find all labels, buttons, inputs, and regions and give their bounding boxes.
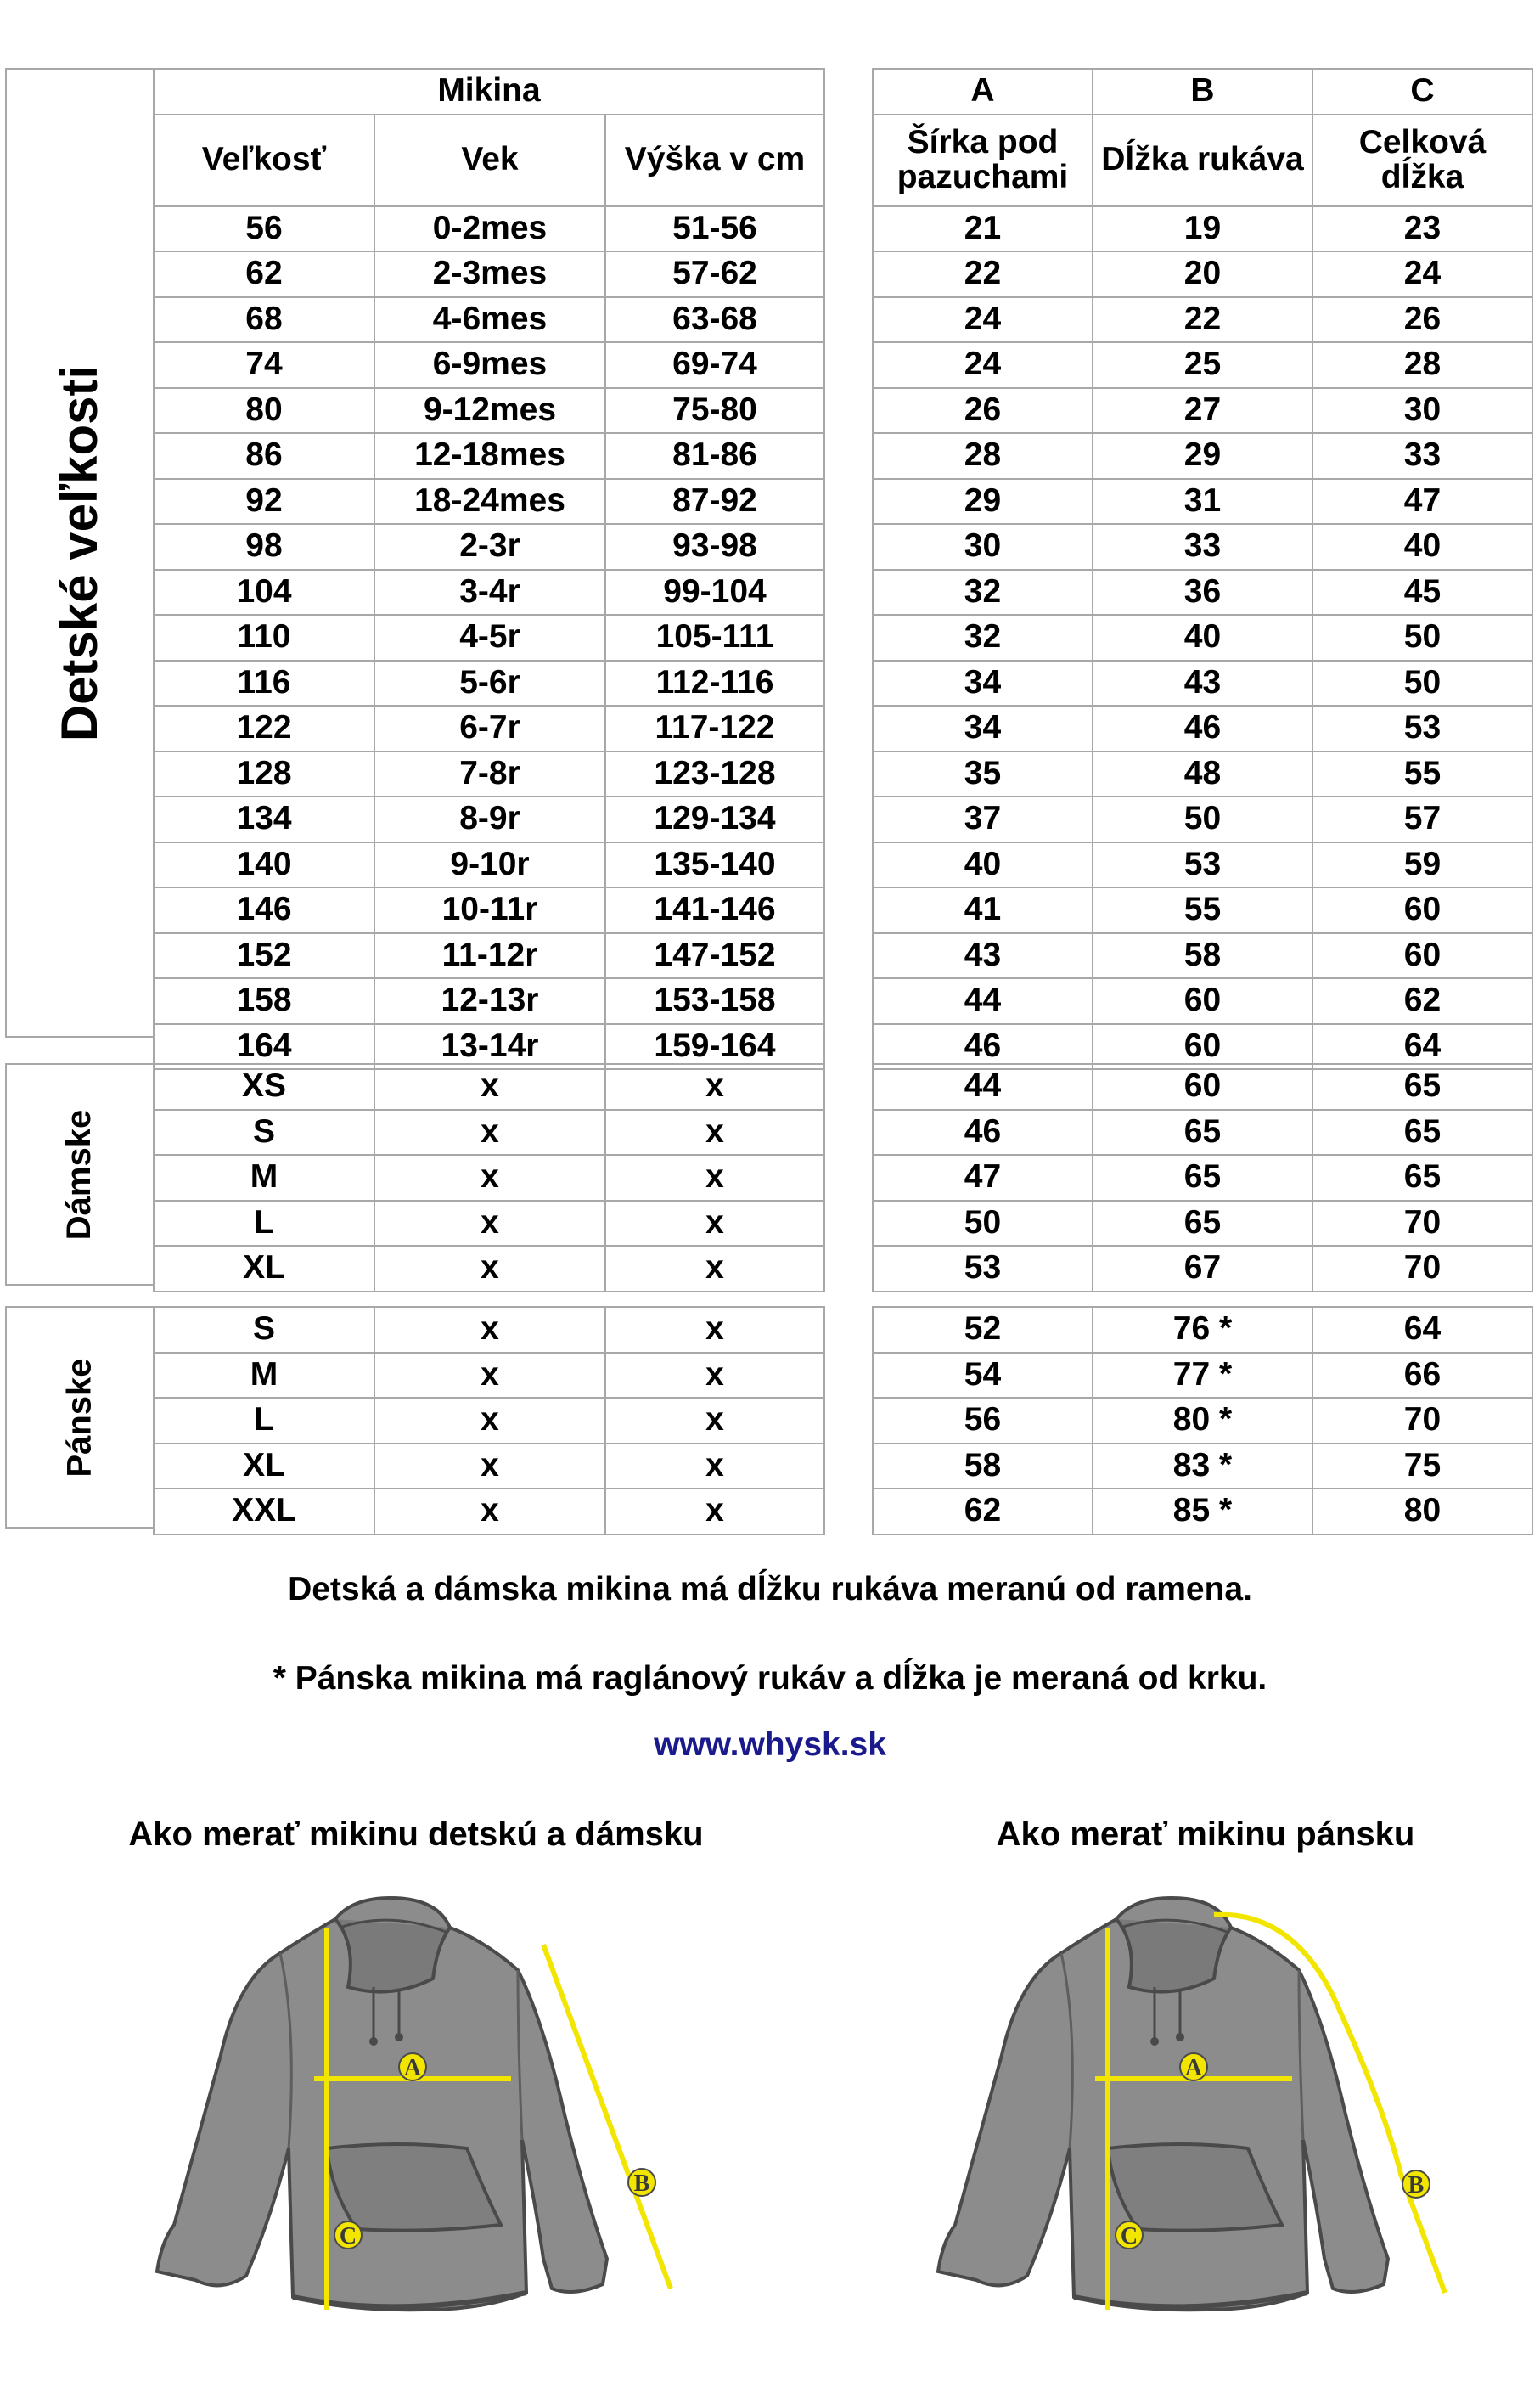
length-c-cell: 26 (1312, 297, 1532, 343)
width-a-cell: 26 (873, 388, 1093, 434)
width-a-cell: 46 (873, 1110, 1093, 1156)
size-cell: XL (154, 1444, 374, 1489)
marker-a-label: A (1184, 2055, 1203, 2081)
table-row (873, 1353, 1532, 1399)
sleeve-b-cell: 58 (1093, 933, 1312, 979)
length-c-cell: 60 (1312, 887, 1532, 933)
table-row (154, 842, 824, 888)
table-row (873, 388, 1532, 434)
size-cell: M (154, 1155, 374, 1201)
measure-letter-row (873, 69, 1532, 115)
age-cell: 2-3r (374, 524, 605, 570)
table-row (873, 1064, 1532, 1110)
sleeve-b-cell: 29 (1093, 433, 1312, 479)
table-row (873, 797, 1532, 842)
sleeve-b-cell: 65 (1093, 1155, 1312, 1201)
velkost-header: Veľkosť (154, 115, 374, 206)
table-row (873, 933, 1532, 979)
height-cell: 93-98 (605, 524, 824, 570)
age-cell: x (374, 1110, 605, 1156)
table-row (873, 524, 1532, 570)
height-cell: 63-68 (605, 297, 824, 343)
table-row (154, 887, 824, 933)
table-row (154, 297, 824, 343)
table-row (873, 615, 1532, 661)
sleeve-b-cell: 67 (1093, 1246, 1312, 1292)
length-c-cell: 57 (1312, 797, 1532, 842)
table-row (154, 479, 824, 525)
height-cell: x (605, 1489, 824, 1534)
table-row (154, 1064, 824, 1110)
length-c-cell: 33 (1312, 433, 1532, 479)
height-cell: 159-164 (605, 1024, 824, 1070)
sleeve-b-cell: 25 (1093, 342, 1312, 388)
sleeve-b-cell: 46 (1093, 706, 1312, 752)
size-cell: 128 (154, 752, 374, 797)
width-a-cell: 43 (873, 933, 1093, 979)
table-row (873, 570, 1532, 616)
length-c-cell: 70 (1312, 1398, 1532, 1444)
size-cell: 134 (154, 797, 374, 842)
width-a-cell: 35 (873, 752, 1093, 797)
table-row (873, 1024, 1532, 1070)
height-cell: 51-56 (605, 206, 824, 252)
size-cell: 122 (154, 706, 374, 752)
length-c-cell: 45 (1312, 570, 1532, 616)
table-row (873, 433, 1532, 479)
height-cell: x (605, 1398, 824, 1444)
table-row (873, 1155, 1532, 1201)
website-row (0, 1726, 1540, 1764)
right-figure-caption: Ako merať mikinu pánsku (996, 1816, 1415, 1853)
hoodie-body (157, 1898, 607, 2310)
age-cell: x (374, 1155, 605, 1201)
length-c-cell: 30 (1312, 388, 1532, 434)
length-c-cell: 28 (1312, 342, 1532, 388)
table-row (154, 615, 824, 661)
length-c-cell: 60 (1312, 933, 1532, 979)
height-cell: 117-122 (605, 706, 824, 752)
table-row (154, 1155, 824, 1201)
age-cell: x (374, 1489, 605, 1534)
table-row (154, 206, 824, 252)
size-cell: 92 (154, 479, 374, 525)
length-c-cell: 24 (1312, 251, 1532, 297)
size-cell: 104 (154, 570, 374, 616)
size-cell: 80 (154, 388, 374, 434)
table-row (873, 342, 1532, 388)
sleeve-b-cell: 53 (1093, 842, 1312, 888)
height-cell: 147-152 (605, 933, 824, 979)
age-cell: 13-14r (374, 1024, 605, 1070)
women-group-label (5, 1063, 155, 1286)
length-c-cell: 50 (1312, 661, 1532, 707)
table-row (873, 1489, 1532, 1534)
width-a-cell: 44 (873, 1064, 1093, 1110)
size-cell: XXL (154, 1489, 374, 1534)
column-header-row (154, 115, 824, 206)
height-cell: 135-140 (605, 842, 824, 888)
width-a-cell: 29 (873, 479, 1093, 525)
size-cell: 164 (154, 1024, 374, 1070)
size-cell: 86 (154, 433, 374, 479)
width-a-cell: 21 (873, 206, 1093, 252)
col-b-header: B (1093, 69, 1312, 115)
table-row (873, 978, 1532, 1024)
size-cell: L (154, 1398, 374, 1444)
table-row (154, 251, 824, 297)
table-row (154, 1307, 824, 1353)
height-cell: x (605, 1201, 824, 1247)
size-cell: 152 (154, 933, 374, 979)
kids-measure-table (872, 68, 1533, 1070)
size-cell: XL (154, 1246, 374, 1292)
length-c-cell: 70 (1312, 1201, 1532, 1247)
size-cell: 146 (154, 887, 374, 933)
age-cell: x (374, 1064, 605, 1110)
age-cell: 7-8r (374, 752, 605, 797)
sleeve-b-cell: 77 * (1093, 1353, 1312, 1399)
age-cell: x (374, 1353, 605, 1399)
length-c-cell: 62 (1312, 978, 1532, 1024)
table-row (154, 933, 824, 979)
mikina-header: Mikina (154, 69, 824, 115)
sleeve-b-cell: 60 (1093, 978, 1312, 1024)
length-c-cell: 40 (1312, 524, 1532, 570)
table-row (873, 251, 1532, 297)
length-c-cell: 80 (1312, 1489, 1532, 1534)
age-cell: x (374, 1444, 605, 1489)
length-c-cell: 47 (1312, 479, 1532, 525)
men-left-body (154, 1307, 824, 1534)
width-a-cell: 32 (873, 615, 1093, 661)
hoodie-men-illustration (925, 1894, 1469, 2318)
age-cell: 6-7r (374, 706, 605, 752)
col-c-header: C (1312, 69, 1532, 115)
age-cell: 6-9mes (374, 342, 605, 388)
size-cell: 140 (154, 842, 374, 888)
sleeve-b-cell: 85 * (1093, 1489, 1312, 1534)
vyska-header: Výška v cm (605, 115, 824, 206)
table-row (154, 978, 824, 1024)
height-cell: 81-86 (605, 433, 824, 479)
width-a-cell: 24 (873, 342, 1093, 388)
age-cell: 9-10r (374, 842, 605, 888)
height-cell: x (605, 1064, 824, 1110)
table-row (154, 797, 824, 842)
height-cell: 75-80 (605, 388, 824, 434)
age-cell: 12-13r (374, 978, 605, 1024)
sleeve-b-cell: 48 (1093, 752, 1312, 797)
women-right-body (873, 1064, 1532, 1292)
width-a-cell: 28 (873, 433, 1093, 479)
table-row (154, 1353, 824, 1399)
height-cell: 153-158 (605, 978, 824, 1024)
width-a-cell: 34 (873, 706, 1093, 752)
hoodie-body (938, 1898, 1388, 2310)
width-a-cell: 30 (873, 524, 1093, 570)
width-a-cell: 53 (873, 1246, 1093, 1292)
table-row (154, 706, 824, 752)
table-row (873, 297, 1532, 343)
sleeve-b-cell: 36 (1093, 570, 1312, 616)
table-row (873, 1307, 1532, 1353)
width-a-cell: 44 (873, 978, 1093, 1024)
table-row (154, 1489, 824, 1534)
size-cell: 98 (154, 524, 374, 570)
table-row (154, 1024, 824, 1070)
width-a-cell: 40 (873, 842, 1093, 888)
width-a-cell: 47 (873, 1155, 1093, 1201)
sleeve-b-cell: 22 (1093, 297, 1312, 343)
kids-left-body (154, 206, 824, 1070)
table-row (873, 1398, 1532, 1444)
length-c-cell: 70 (1312, 1246, 1532, 1292)
age-cell: 3-4r (374, 570, 605, 616)
length-c-cell: 64 (1312, 1024, 1532, 1070)
size-cell: 110 (154, 615, 374, 661)
left-figure-caption: Ako merať mikinu detskú a dámsku (128, 1816, 704, 1853)
men-group-label (5, 1306, 155, 1529)
sleeve-b-cell: 76 * (1093, 1307, 1312, 1353)
table-row (154, 570, 824, 616)
table-row (154, 1398, 824, 1444)
height-cell: x (605, 1246, 824, 1292)
age-cell: 8-9r (374, 797, 605, 842)
sleeve-b-cell: 83 * (1093, 1444, 1312, 1489)
age-cell: x (374, 1246, 605, 1292)
measure-name-row (873, 115, 1532, 206)
sleeve-note: Detská a dámska mikina má dĺžku rukáva meranú od ramena. (288, 1571, 1252, 1607)
age-cell: 4-5r (374, 615, 605, 661)
size-cell: XS (154, 1064, 374, 1110)
length-c-cell: 65 (1312, 1064, 1532, 1110)
women-group-label-text: Dámske (60, 1109, 98, 1240)
width-a-cell: 54 (873, 1353, 1093, 1399)
size-cell: 116 (154, 661, 374, 707)
kids-mikina-table (153, 68, 825, 1070)
age-cell: x (374, 1398, 605, 1444)
sleeve-b-cell: 65 (1093, 1110, 1312, 1156)
length-c-cell: 75 (1312, 1444, 1532, 1489)
sleeve-b-cell: 50 (1093, 797, 1312, 842)
height-cell: x (605, 1307, 824, 1353)
sleeve-b-cell: 40 (1093, 615, 1312, 661)
age-cell: 12-18mes (374, 433, 605, 479)
sleeve-b-cell: 27 (1093, 388, 1312, 434)
table-row (873, 887, 1532, 933)
table-row (154, 1110, 824, 1156)
height-cell: 105-111 (605, 615, 824, 661)
width-a-cell: 34 (873, 661, 1093, 707)
height-cell: 57-62 (605, 251, 824, 297)
sleeve-b-cell: 19 (1093, 206, 1312, 252)
celkova-header: Celková dĺžka (1312, 115, 1532, 206)
table-row (873, 752, 1532, 797)
width-a-cell: 58 (873, 1444, 1093, 1489)
width-a-cell: 24 (873, 297, 1093, 343)
table-row (154, 1246, 824, 1292)
size-cell: L (154, 1201, 374, 1247)
marker-c-label: C (339, 2223, 357, 2249)
width-a-cell: 46 (873, 1024, 1093, 1070)
length-c-cell: 64 (1312, 1307, 1532, 1353)
table-row (873, 706, 1532, 752)
sleeve-b-cell: 33 (1093, 524, 1312, 570)
height-cell: x (605, 1155, 824, 1201)
women-left-body (154, 1064, 824, 1292)
width-a-cell: 41 (873, 887, 1093, 933)
size-cell: 62 (154, 251, 374, 297)
table-row (873, 479, 1532, 525)
width-a-cell: 22 (873, 251, 1093, 297)
table-row (154, 1201, 824, 1247)
size-cell: 74 (154, 342, 374, 388)
sleeve-b-cell: 31 (1093, 479, 1312, 525)
men-size-table (153, 1306, 825, 1535)
table-row (154, 752, 824, 797)
table-row (873, 842, 1532, 888)
height-cell: 112-116 (605, 661, 824, 707)
age-cell: 11-12r (374, 933, 605, 979)
table-row (873, 206, 1532, 252)
kids-group-label (5, 68, 155, 1038)
height-cell: 129-134 (605, 797, 824, 842)
height-cell: x (605, 1444, 824, 1489)
length-c-cell: 66 (1312, 1353, 1532, 1399)
table-row (873, 1246, 1532, 1292)
width-a-cell: 52 (873, 1307, 1093, 1353)
table-row (154, 661, 824, 707)
table-row (154, 1444, 824, 1489)
table-row (154, 342, 824, 388)
age-cell: 4-6mes (374, 297, 605, 343)
marker-a-label: A (403, 2055, 422, 2081)
age-cell: 2-3mes (374, 251, 605, 297)
sleeve-b-cell: 65 (1093, 1201, 1312, 1247)
height-cell: 69-74 (605, 342, 824, 388)
length-c-cell: 55 (1312, 752, 1532, 797)
table-row (154, 524, 824, 570)
width-a-cell: 56 (873, 1398, 1093, 1444)
size-cell: 68 (154, 297, 374, 343)
age-cell: 0-2mes (374, 206, 605, 252)
table-row (873, 1110, 1532, 1156)
length-c-cell: 50 (1312, 615, 1532, 661)
age-cell: 18-24mes (374, 479, 605, 525)
size-cell: S (154, 1110, 374, 1156)
height-cell: 99-104 (605, 570, 824, 616)
size-cell: S (154, 1307, 374, 1353)
length-c-cell: 23 (1312, 206, 1532, 252)
size-cell: 158 (154, 978, 374, 1024)
sleeve-b-cell: 55 (1093, 887, 1312, 933)
width-a-cell: 32 (873, 570, 1093, 616)
sleeve-b-cell: 20 (1093, 251, 1312, 297)
age-cell: x (374, 1201, 605, 1247)
height-cell: 123-128 (605, 752, 824, 797)
width-a-cell: 37 (873, 797, 1093, 842)
height-cell: x (605, 1353, 824, 1399)
men-measure-table (872, 1306, 1533, 1535)
dlzka-rukava-header: Dĺžka rukáva (1093, 115, 1312, 206)
kids-right-body (873, 206, 1532, 1070)
table-row (154, 433, 824, 479)
length-c-cell: 53 (1312, 706, 1532, 752)
marker-c-label: C (1120, 2223, 1138, 2249)
width-a-cell: 62 (873, 1489, 1093, 1534)
table-row (154, 388, 824, 434)
vek-header: Vek (374, 115, 605, 206)
sleeve-b-cell: 43 (1093, 661, 1312, 707)
sirka-header: Šírka pod pazuchami (873, 115, 1093, 206)
sleeve-b-cell: 60 (1093, 1064, 1312, 1110)
men-right-body (873, 1307, 1532, 1534)
raglan-note: * Pánska mikina má raglánový rukáv a dĺžka je meraná od krku. (273, 1660, 1267, 1697)
age-cell: 5-6r (374, 661, 605, 707)
marker-b-label: B (633, 2170, 650, 2197)
age-cell: 9-12mes (374, 388, 605, 434)
kids-group-label-text: Detské veľkosti (51, 364, 109, 741)
height-cell: x (605, 1110, 824, 1156)
website-link[interactable]: www.whysk.sk (654, 1726, 886, 1763)
col-a-header: A (873, 69, 1093, 115)
size-cell: M (154, 1353, 374, 1399)
height-cell: 141-146 (605, 887, 824, 933)
men-group-label-text: Pánske (60, 1357, 98, 1478)
women-measure-table (872, 1063, 1533, 1292)
age-cell: x (374, 1307, 605, 1353)
length-c-cell: 59 (1312, 842, 1532, 888)
table-row (873, 1201, 1532, 1247)
hoodie-kids-women-illustration (144, 1894, 688, 2318)
mikina-header-row (154, 69, 824, 115)
marker-b-label: B (1408, 2172, 1425, 2199)
table-row (873, 1444, 1532, 1489)
length-c-cell: 65 (1312, 1155, 1532, 1201)
length-c-cell: 65 (1312, 1110, 1532, 1156)
size-cell: 56 (154, 206, 374, 252)
sleeve-b-cell: 60 (1093, 1024, 1312, 1070)
height-cell: 87-92 (605, 479, 824, 525)
table-row (873, 661, 1532, 707)
sleeve-b-cell: 80 * (1093, 1398, 1312, 1444)
age-cell: 10-11r (374, 887, 605, 933)
women-size-table (153, 1063, 825, 1292)
width-a-cell: 50 (873, 1201, 1093, 1247)
